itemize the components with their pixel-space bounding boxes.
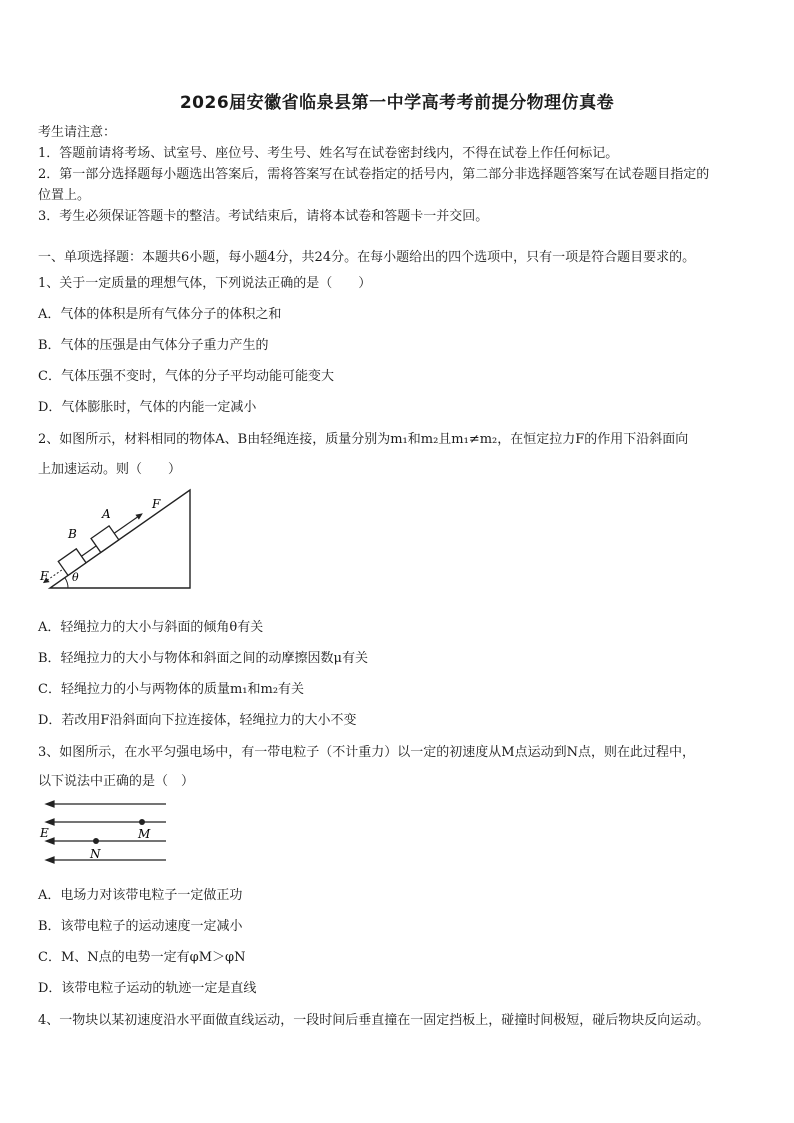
question-2-stem: 2、如图所示，材料相同的物体A、B由轻绳连接，质量分别为m₁和m₂且m₁≠m₂，在恒定拉力F的作用下沿斜面向 bbox=[38, 432, 689, 447]
question-3-stem-cont: 以下说法中正确的是（ ） bbox=[38, 774, 195, 789]
question-1-option-a: A．气体的体积是所有气体分子的体积之和 bbox=[38, 307, 282, 322]
question-1-option-c: C．气体压强不变时，气体的分子平均动能可能变大 bbox=[38, 369, 334, 384]
block-a bbox=[91, 526, 119, 553]
field-figure bbox=[38, 796, 170, 866]
question-3-option-a: A．电场力对该带电粒子一定做正功 bbox=[38, 888, 243, 903]
rope bbox=[81, 546, 96, 556]
point-m bbox=[139, 819, 145, 825]
notice-item: 2．第一部分选择题每小题选出答案后，需将答案写在试卷指定的括号内，第二部分非选择题答案写在试卷题目指定的 bbox=[38, 167, 710, 182]
label-b: B bbox=[68, 527, 77, 541]
question-1-stem: 1、关于一定质量的理想气体，下列说法正确的是（ ） bbox=[38, 276, 372, 291]
label-e: E bbox=[40, 826, 49, 840]
question-2-option-c: C．轻绳拉力的小与两物体的质量m₁和m₂有关 bbox=[38, 682, 305, 697]
notice-item: 位置上。 bbox=[38, 188, 91, 203]
label-m: M bbox=[138, 827, 151, 841]
label-theta: θ bbox=[72, 571, 79, 584]
force-up-arrow bbox=[114, 517, 137, 533]
question-4-stem: 4、一物块以某初速度沿水平面做直线运动，一段时间后垂直撞在一固定挡板上，碰撞时间极短，碰后物块反向运动。 bbox=[38, 1013, 710, 1028]
notice-item: 1．答题前请将考场、试室号、座位号、考生号、姓名写在试卷密封线内，不得在试卷上作任何标记。 bbox=[38, 146, 619, 161]
question-2-option-d: D．若改用F沿斜面向下拉连接体，轻绳拉力的大小不变 bbox=[38, 713, 357, 728]
label-f-up: F bbox=[152, 497, 161, 511]
incline-figure bbox=[38, 484, 198, 594]
label-a: A bbox=[102, 507, 111, 521]
angle-arc bbox=[65, 578, 68, 588]
notice-heading: 考生请注意： bbox=[38, 125, 117, 140]
question-2-stem-cont: 上加速运动。则（ ） bbox=[38, 462, 182, 477]
force-down-arrow bbox=[47, 570, 62, 580]
label-f-down: F bbox=[40, 569, 49, 583]
point-n bbox=[93, 838, 99, 844]
question-3-option-c: C．M、N点的电势一定有φM＞φN bbox=[38, 950, 246, 965]
question-3-option-d: D．该带电粒子运动的轨迹一定是直线 bbox=[38, 981, 257, 996]
question-2-option-b: B．轻绳拉力的大小与物体和斜面之间的动摩擦因数μ有关 bbox=[38, 651, 369, 666]
section-heading: 一、单项选择题：本题共6小题，每小题4分，共24分。在每小题给出的四个选项中，只有一项是符合题目要求的。 bbox=[38, 250, 696, 265]
label-n: N bbox=[90, 847, 101, 861]
question-3-stem: 3、如图所示，在水平匀强电场中，有一带电粒子（不计重力）以一定的初速度从M点运动到N点，则在此过程中， bbox=[38, 745, 695, 760]
question-1-option-d: D．气体膨胀时，气体的内能一定减小 bbox=[38, 400, 257, 415]
question-3-option-b: B．该带电粒子的运动速度一定减小 bbox=[38, 919, 243, 934]
question-1-option-b: B．气体的压强是由气体分子重力产生的 bbox=[38, 338, 269, 353]
page-title: 2026届安徽省临泉县第一中学高考考前提分物理仿真卷 bbox=[179, 93, 615, 113]
question-2-option-a: A．轻绳拉力的大小与斜面的倾角θ有关 bbox=[38, 620, 264, 635]
notice-item: 3．考生必须保证答题卡的整洁。考试结束后，请将本试卷和答题卡一并交回。 bbox=[38, 209, 489, 224]
